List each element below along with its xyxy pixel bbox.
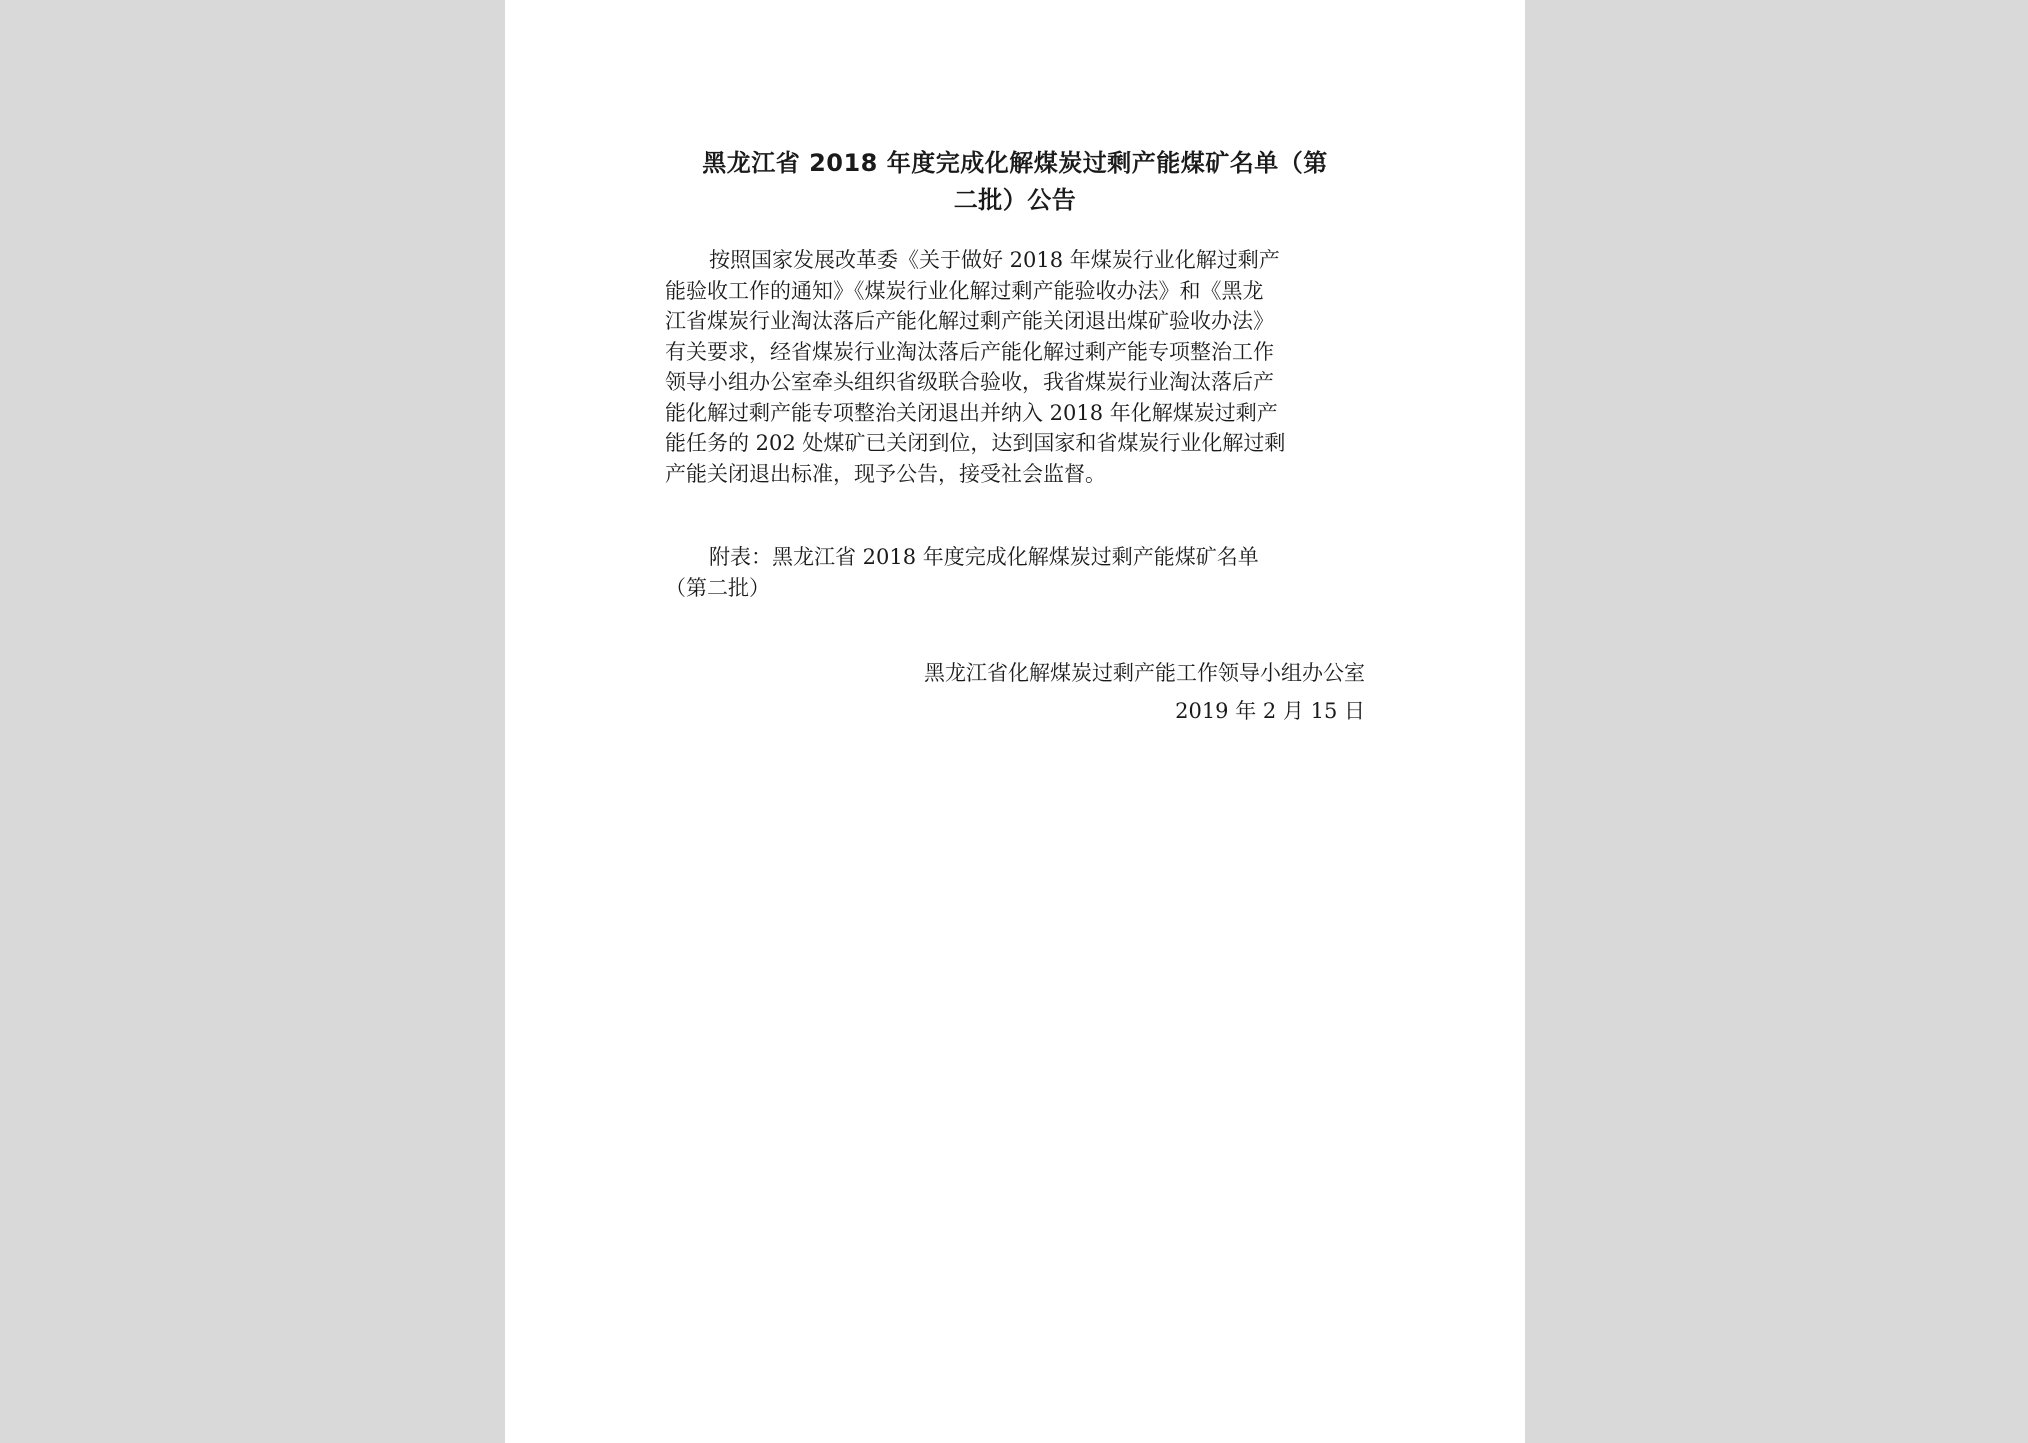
issue-date: 2019 年 2 月 15 日 [1175, 699, 1365, 723]
document-title [665, 145, 1365, 219]
body-line: 江省煤炭行业淘汰落后产能化解过剩产能关闭退出煤矿验收办法》 [665, 309, 1274, 333]
body-line: 有关要求，经省煤炭行业淘汰落后产能化解过剩产能专项整治工作 [665, 339, 1274, 364]
body-line: 产能关闭退出标准，现予公告，接受社会监督。 [665, 461, 1106, 486]
issuer-name: 黑龙江省化解煤炭过剩产能工作领导小组办公室 [924, 661, 1365, 685]
title-line: 黑龙江省 2018 年度完成化解煤炭过剩产能煤矿名单（第 [702, 149, 1328, 177]
body-line: 领导小组办公室牵头组织省级联合验收，我省煤炭行业淘汰落后产 [665, 370, 1274, 394]
body-line: 能验收工作的通知》《煤炭行业化解过剩产能验收办法》和《黑龙 [665, 278, 1264, 303]
body-line: 按照国家发展改革委《关于做好 2018 年煤炭行业化解过剩产 [709, 248, 1280, 272]
signature-block [665, 654, 1365, 730]
attachment-note [665, 542, 1365, 603]
body-paragraph [665, 245, 1365, 489]
title-line: 二批）公告 [953, 186, 1077, 214]
body-line: 能任务的 202 处煤矿已关闭到位，达到国家和省煤炭行业化解过剩 [665, 431, 1286, 455]
attachment-line: （第二批） [665, 575, 770, 600]
attachment-line: 附表：黑龙江省 2018 年度完成化解煤炭过剩产能煤矿名单 [709, 545, 1259, 569]
body-line: 能化解过剩产能专项整治关闭退出并纳入 2018 年化解煤炭过剩产 [665, 400, 1278, 425]
document-page [505, 0, 1525, 1443]
